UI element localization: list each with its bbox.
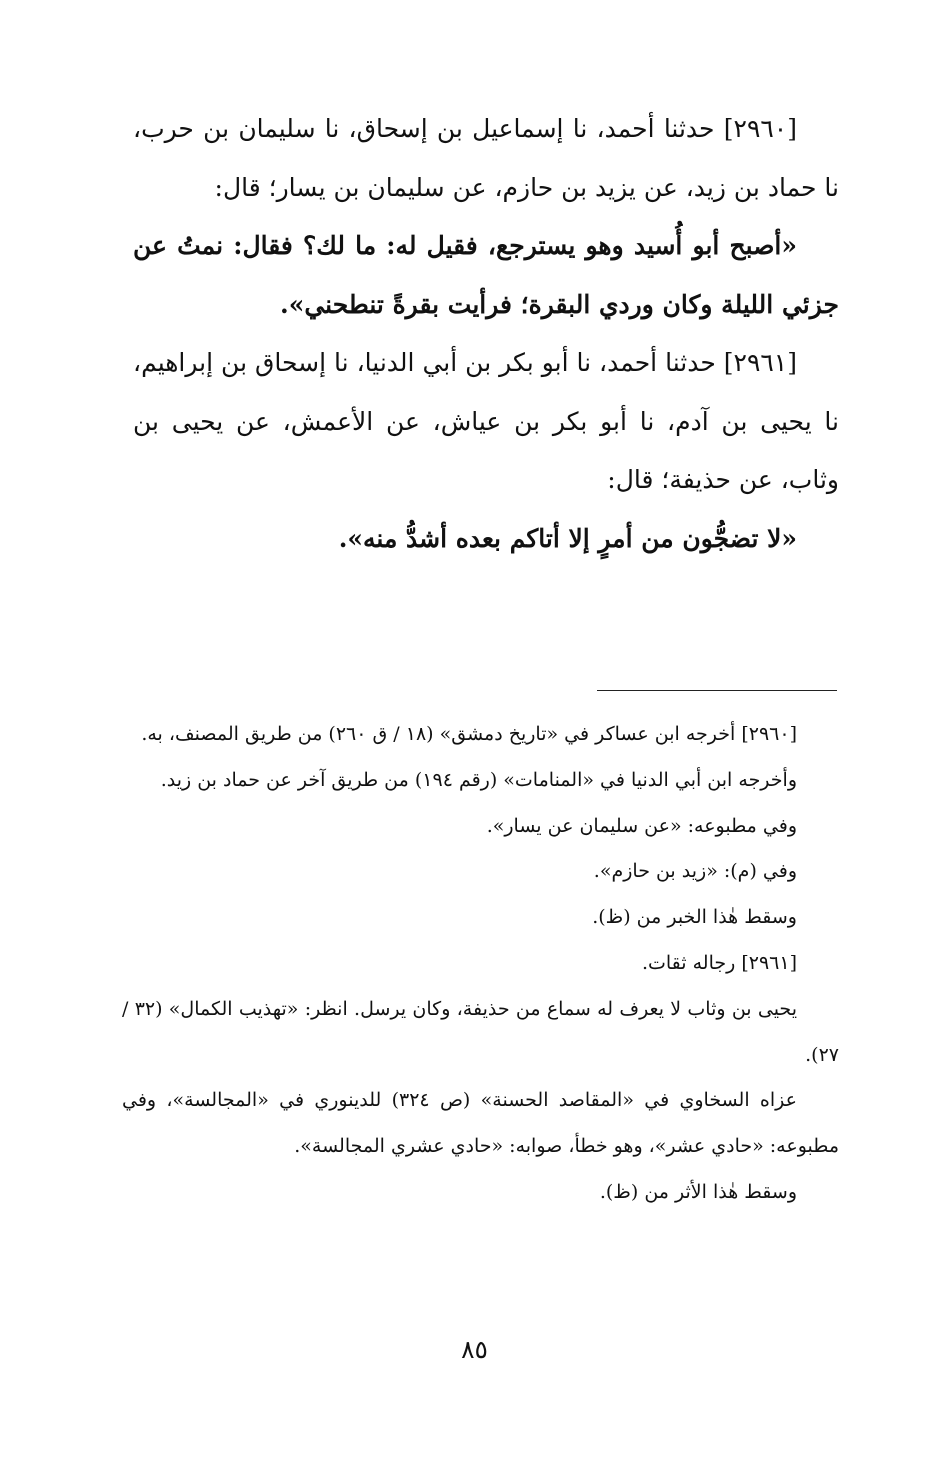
footnote-divider — [597, 690, 837, 691]
footnote-line: عزاه السخاوي في «المقاصد الحسنة» (ص ٣٢٤) للدينوري في «المجالسة»، وفي مطبوعه: «حادي عشر»، وهو خطأ، صوابه: «حادي عشري المجالسة». — [122, 1089, 839, 1158]
footnotes — [122, 712, 839, 1216]
narration-2960: [٢٩٦٠] حدثنا أحمد، نا إسماعيل بن إسحاق، نا سليمان بن حرب، نا حماد بن زيد، عن يزيد بن حازم، عن سليمان بن يسار؛ قال: — [133, 114, 839, 202]
footnote-line: يحيى بن وثاب لا يعرف له سماع من حذيفة، وكان يرسل. انظر: «تهذيب الكمال» (٣٢ / ٢٧). — [122, 997, 839, 1066]
narration-2961: [٢٩٦١] حدثنا أحمد، نا أبو بكر بن أبي الدنيا، نا إسحاق بن إبراهيم، نا يحيى بن آدم، نا أبو بكر بن عياش، عن الأعمش، عن يحيى بن وثاب، عن حذيفة؛ قال: — [133, 348, 839, 494]
footnote-line: [٢٩٦٠] أخرجه ابن عساكر في «تاريخ دمشق» (١٨ / ق ٢٦٠) من طريق المصنف، به. — [141, 723, 797, 745]
page-number: ٨٥ — [461, 1335, 488, 1364]
footnote-line: وسقط هٰذا الأثر من (ظ). — [599, 1180, 797, 1203]
quote-2961: «لا تضجُّون من أمرٍ إلا أتاكم بعده أشدُّ منه». — [338, 523, 797, 553]
footnote-line: [٢٩٦١] رجاله ثقات. — [641, 951, 797, 974]
footnote-line: وفي (م): «زيد بن حازم». — [593, 860, 797, 883]
main-text-body — [133, 100, 839, 568]
quote-2960: «أصبح أبو أُسيد وهو يسترجع، فقيل له: ما لك؟ فقال: نمتُ عن جزئي الليلة وكان وردي البقرة؛ فرأيت بقرةً تنطحني». — [133, 231, 839, 319]
footnote-line: وسقط هٰذا الخبر من (ظ). — [592, 906, 797, 929]
footnote-line: وأخرجه ابن أبي الدنيا في «المنامات» (رقم ١٩٤) من طريق آخر عن حماد بن زيد. — [160, 768, 797, 791]
footnote-line: وفي مطبوعه: «عن سليمان عن يسار». — [486, 814, 797, 837]
